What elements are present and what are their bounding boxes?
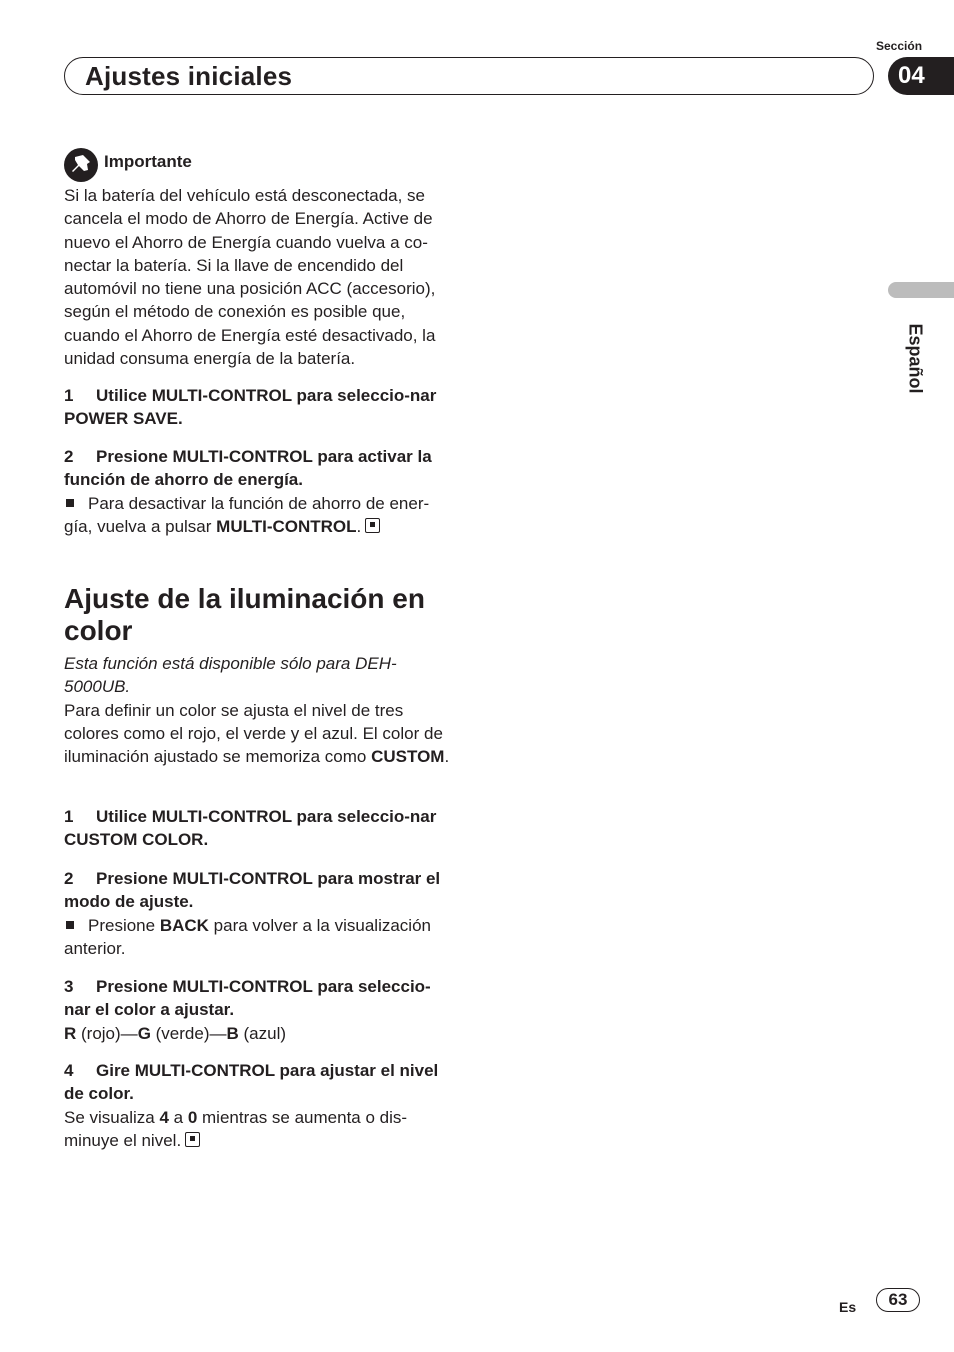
rgb-g-text: (verde)— bbox=[150, 1023, 227, 1043]
level-from: 4 bbox=[159, 1107, 169, 1127]
end-of-section-icon bbox=[185, 1132, 200, 1147]
color-step-3 bbox=[64, 975, 456, 1022]
color-intro bbox=[64, 699, 456, 769]
step-number: 4 bbox=[64, 1061, 74, 1080]
end-of-section-icon bbox=[365, 518, 380, 533]
step-number: 3 bbox=[64, 977, 74, 996]
power-save-note bbox=[64, 492, 456, 539]
language-tab bbox=[888, 282, 954, 298]
bullet-icon bbox=[66, 499, 74, 507]
header-bar bbox=[64, 57, 874, 95]
step-number: 2 bbox=[64, 869, 74, 888]
bullet-icon bbox=[66, 921, 74, 929]
note-text: Para desactivar la función de ahorro de ener-gía, vuelva a pulsar bbox=[64, 493, 430, 536]
step-text: Utilice MULTI-CONTROL para seleccio-nar CUSTOM COLOR. bbox=[64, 807, 437, 850]
level-prefix: Se visualiza bbox=[64, 1107, 160, 1127]
page-title: Ajustes iniciales bbox=[85, 61, 293, 91]
step-text: Gire MULTI-CONTROL para ajustar el nivel de color. bbox=[64, 1061, 439, 1104]
back-note bbox=[64, 914, 456, 961]
step-number: 1 bbox=[64, 807, 74, 826]
level-note bbox=[64, 1106, 456, 1153]
level-mid: a bbox=[168, 1107, 188, 1127]
step-number: 1 bbox=[64, 386, 74, 405]
important-label: Importante bbox=[104, 152, 192, 171]
note-bold: MULTI-CONTROL bbox=[216, 516, 357, 536]
color-step-4 bbox=[64, 1059, 456, 1106]
power-save-step-2 bbox=[64, 445, 456, 492]
section-label: Sección bbox=[876, 39, 923, 53]
color-step-1 bbox=[64, 805, 456, 852]
note-text: Presione bbox=[88, 915, 160, 935]
section-number-badge: 04 bbox=[888, 57, 954, 95]
rgb-b: B bbox=[226, 1023, 239, 1043]
step-text: Presione MULTI-CONTROL para seleccio-nar el color a ajustar. bbox=[64, 977, 431, 1020]
availability-note: Esta función está disponible sólo para DEH-5000UB. bbox=[64, 654, 397, 697]
section-heading: Ajuste de la iluminación en color bbox=[64, 583, 425, 646]
intro-end: . bbox=[444, 747, 450, 767]
note-suffix: para volver a la visualización anterior. bbox=[64, 915, 431, 958]
intro-text: Para definir un color se ajusta el nivel de tres colores como el rojo, el verde y el azul. El color de iluminación ajustado se memoriza como bbox=[64, 700, 443, 767]
rgb-sequence bbox=[64, 1022, 456, 1045]
note-bold: BACK bbox=[159, 915, 209, 935]
language-label: Español bbox=[905, 323, 926, 394]
rgb-r-text: (rojo)— bbox=[76, 1023, 138, 1043]
important-note-icon bbox=[64, 148, 98, 182]
rgb-b-text: (azul) bbox=[238, 1023, 287, 1043]
important-text: Si la batería del vehículo está desconectada, se cancela el modo de Ahorro de Energía. Active de nuevo el Ahorro de Energía cuando vuelva a co-nectar la batería. Si la llave de encendido del automóvil no tiene una posición ACC (accesorio), según el método de conexión es posible que, cuando el Ahorro de Energía esté desactivado, la unidad consuma energía de la batería. bbox=[64, 186, 436, 369]
rgb-r: R bbox=[64, 1023, 77, 1043]
page-number: 63 bbox=[876, 1288, 920, 1312]
step-number: 2 bbox=[64, 447, 74, 466]
level-to: 0 bbox=[187, 1107, 198, 1127]
step-text: Presione MULTI-CONTROL para activar la función de ahorro de energía. bbox=[64, 447, 432, 490]
power-save-step-1 bbox=[64, 384, 456, 431]
step-text: Utilice MULTI-CONTROL para seleccio-nar POWER SAVE. bbox=[64, 386, 437, 429]
intro-bold: CUSTOM bbox=[371, 747, 445, 767]
note-suffix: . bbox=[356, 516, 362, 536]
color-step-2 bbox=[64, 867, 456, 914]
footer-language-code: Es bbox=[839, 1299, 857, 1315]
rgb-g: G bbox=[137, 1023, 151, 1043]
level-suffix: mientras se aumenta o dis-minuye el nivel. bbox=[64, 1107, 408, 1150]
step-text: Presione MULTI-CONTROL para mostrar el modo de ajuste. bbox=[64, 869, 441, 912]
